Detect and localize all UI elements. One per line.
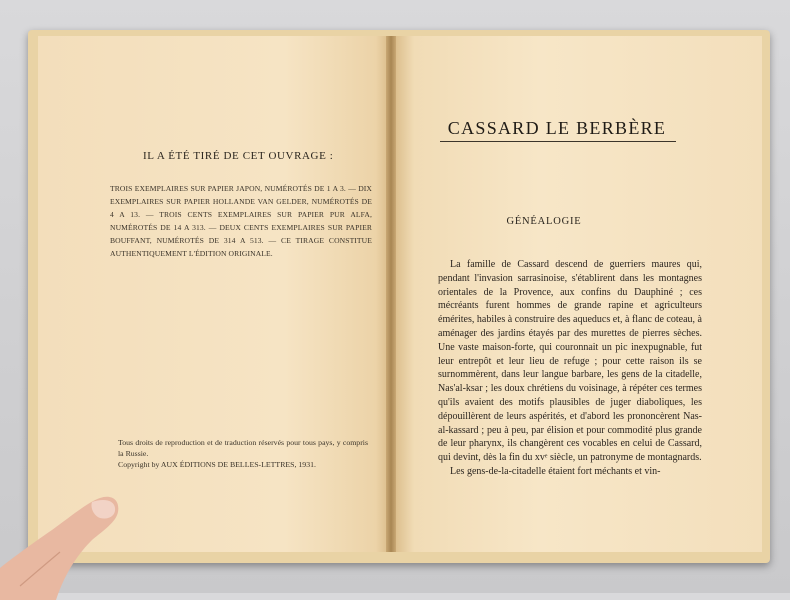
paragraph-2: Les gens-de-la-citadelle étaient fort méchants et vin- bbox=[450, 465, 661, 477]
chapter-title: CASSARD LE BERBÈRE bbox=[447, 118, 667, 138]
rights-notice: Tous droits de reproduction et de traduction réservés pour tous pays, y compris la Russie. bbox=[118, 438, 368, 458]
paragraph-1: La famille de Cassard descend de guerriers maures qui, pendant l'invasion sarrasinoise, s'établirent dans les montagnes orientales de la Provence, aux confins du Dauphiné ; ces mécréants furent hommes de grande rapine et agriculteurs émérites, habiles à construire des aqueducs et, à flanc de coteau, à aménager des jardins étayés par des murettes de pierres sèches. Une vaste maison-forte, qui couronnait un pic inexpugnable, fut leur entrepôt et leur lieu de refuge ; pour cette raison ils se surnommèrent, dans leur langue barbare, les gens de la citadelle, Nas'al-ksar ; les doux chrétiens du voisinage, à répéter ces termes qu'ils avaient des motifs plausibles de juger diaboliques, les dépouillèrent de leurs aspérités, et d'abord les prononcèrent Nas-al-kassard ; peu à peu, par élision et pour commodité plus grande de leur pharynx, ils changèrent ces vocables en celui de Cassard, qui devint, dès la fin du xvᵉ siècle, un patronyme de montagnards. bbox=[438, 259, 702, 464]
edition-heading: IL A ÉTÉ TIRÉ DE CET OUVRAGE : bbox=[143, 150, 334, 162]
finger-image bbox=[0, 490, 130, 600]
left-page bbox=[38, 36, 390, 552]
title-rule bbox=[440, 141, 676, 142]
book-gutter bbox=[386, 36, 396, 552]
copyright-line: Copyright by AUX ÉDITIONS DE BELLES-LETTRES, 1931. bbox=[118, 460, 316, 469]
edition-statement: TROIS EXEMPLAIRES SUR PAPIER JAPON, NUMÉROTÉS DE 1 A 3. — DIX EXEMPLAIRES SUR PAPIER HOLLANDE VAN GELDER, NUMÉROTÉS DE 4 A 13. — TROIS CENTS EXEMPLAIRES SUR PAPIER PUR ALFA, NUMÉROTÉS DE 14 A 313. — DEUX CENTS EXEMPLAIRES SUR PAPIER BOUFFANT, NUMÉROTÉS DE 314 A 513. — CE TIRAGE CONSTITUE AUTHENTIQUEMENT L'ÉDITION ORIGINALE. bbox=[110, 184, 372, 258]
section-heading: GÉNÉALOGIE bbox=[506, 216, 582, 227]
body-text bbox=[438, 258, 702, 479]
copyright-block bbox=[118, 437, 368, 470]
